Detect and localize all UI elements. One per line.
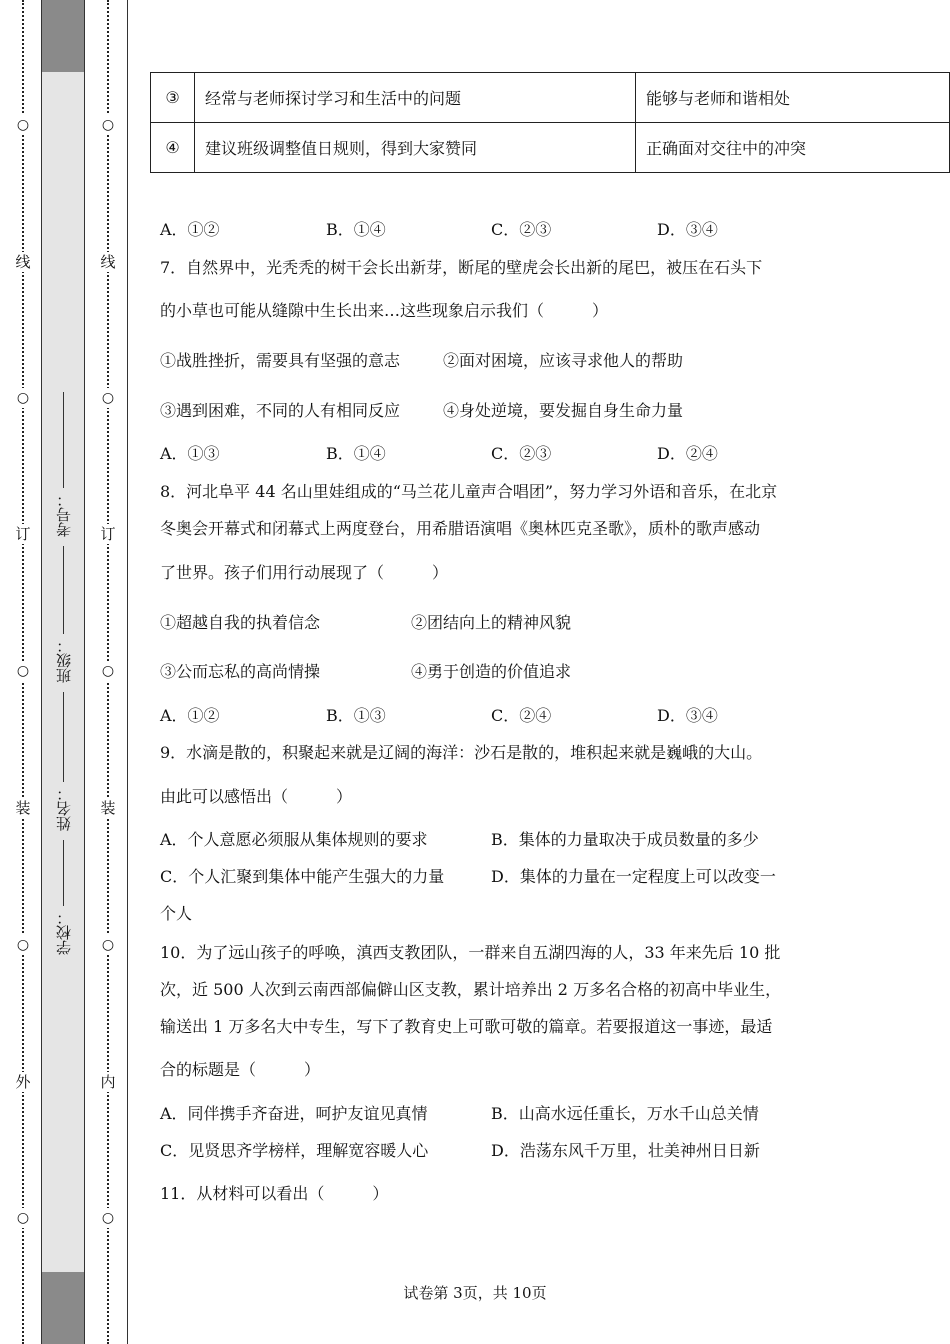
q7-statement-4: ④身处逆境，要发掘自身生命力量 xyxy=(443,401,684,420)
binding-margin xyxy=(0,0,130,1344)
q11-stem: 11．从材料可以看出（ ） xyxy=(160,1184,389,1203)
seal-mark-zhuang: 装 xyxy=(98,798,118,818)
q10-option-a[interactable]: A．同伴携手齐奋进，呵护友谊见真情 xyxy=(160,1104,428,1123)
q6-option-d[interactable]: D．③④ xyxy=(657,220,718,239)
circle-mark: ○ xyxy=(13,935,33,955)
q8-option-a[interactable]: A．①② xyxy=(160,706,220,725)
seal-mark-xian: 线 xyxy=(13,252,33,272)
q10-stem: 次，近 500 人次到云南西部偏僻山区支教，累计培养出 2 万多名合格的初高中毕业生， xyxy=(160,980,782,999)
circle-mark: ○ xyxy=(98,661,118,681)
q8-stem: 了世界。孩子们用行动展现了（ ） xyxy=(160,563,449,582)
q6-option-c[interactable]: C．②③ xyxy=(491,220,552,239)
student-info-strip xyxy=(41,0,85,1344)
circle-mark: ○ xyxy=(13,1208,33,1228)
school-field[interactable]: 学校： xyxy=(55,910,73,955)
circle-mark: ○ xyxy=(98,935,118,955)
circle-mark: ○ xyxy=(98,388,118,408)
q7-option-a[interactable]: A．①③ xyxy=(160,444,220,463)
circle-mark: ○ xyxy=(98,115,118,135)
q8-statement-2: ②团结向上的精神风貌 xyxy=(411,613,572,632)
q9-option-a[interactable]: A．个人意愿必须服从集体规则的要求 xyxy=(160,830,428,849)
q6-option-b[interactable]: B．①④ xyxy=(326,220,386,239)
q8-stem: 冬奥会开幕式和闭幕式上两度登台，用希腊语演唱《奥林匹克圣歌》，质朴的歌声感动 xyxy=(160,519,761,538)
q10-option-d[interactable]: D．浩荡东风千万里，壮美神州日日新 xyxy=(491,1141,760,1160)
q8-statement-3: ③公而忘私的高尚情操 xyxy=(160,662,321,681)
circle-mark: ○ xyxy=(13,388,33,408)
q7-option-b[interactable]: B．①④ xyxy=(326,444,386,463)
q7-stem: 的小草也可能从缝隙中生长出来…这些现象启示我们（ ） xyxy=(160,301,609,320)
circle-mark: ○ xyxy=(98,1208,118,1228)
q6-table xyxy=(150,72,950,173)
q8-option-d[interactable]: D．③④ xyxy=(657,706,718,725)
q7-option-c[interactable]: C．②③ xyxy=(491,444,552,463)
class-field[interactable]: 班级： xyxy=(55,638,73,683)
q9-option-d-cont: 个人 xyxy=(160,904,193,923)
q9-option-b[interactable]: B．集体的力量取决于成员数量的多少 xyxy=(491,830,759,849)
outer-seal-line xyxy=(13,0,33,1344)
inner-seal-line xyxy=(98,0,118,1344)
q9-option-c[interactable]: C．个人汇聚到集体中能产生强大的力量 xyxy=(160,867,445,886)
q10-option-b[interactable]: B．山高水远任重长，万水千山总关情 xyxy=(491,1104,759,1123)
q9-stem: 由此可以感悟出（ ） xyxy=(160,787,353,806)
page-footer: 试卷第 3页，共 10页 xyxy=(403,1284,547,1302)
q8-option-b[interactable]: B．①③ xyxy=(326,706,386,725)
q8-stem: 8．河北阜平 44 名山里娃组成的“马兰花儿童声合唱团”，努力学习外语和音乐，在北京 xyxy=(160,482,778,501)
seal-mark-ding: 订 xyxy=(13,524,33,544)
seal-mark-wai: 外 xyxy=(13,1072,33,1092)
q10-stem: 输送出 1 万多名大中专生，写下了教育史上可歌可敬的篇章。若要报道这一事迹，最适 xyxy=(160,1017,773,1036)
q9-option-d[interactable]: D．集体的力量在一定程度上可以改变一 xyxy=(491,867,776,886)
exam-number-field[interactable]: 考号： xyxy=(55,492,73,537)
strip-dark-top xyxy=(42,0,84,72)
table-row: ④ 建议班级调整值日规则，得到大家赞同 正确面对交往中的冲突 xyxy=(151,123,950,173)
q7-statement-1: ①战胜挫折，需要具有坚强的意志 xyxy=(160,351,401,370)
q10-option-c[interactable]: C．见贤思齐学榜样，理解宽容暖人心 xyxy=(160,1141,429,1160)
q7-statement-2: ②面对困境，应该寻求他人的帮助 xyxy=(443,351,684,370)
seal-mark-zhuang: 装 xyxy=(13,798,33,818)
q8-statement-1: ①超越自我的执着信念 xyxy=(160,613,321,632)
q7-option-d[interactable]: D．②④ xyxy=(657,444,718,463)
table-row: ③ 经常与老师探讨学习和生活中的问题 能够与老师和谐相处 xyxy=(151,73,950,123)
q6-option-a[interactable]: A．①② xyxy=(160,220,220,239)
q9-stem: 9．水滴是散的，积聚起来就是辽阔的海洋：沙石是散的，堆积起来就是巍峨的大山。 xyxy=(160,743,763,762)
circle-mark: ○ xyxy=(13,115,33,135)
q8-option-c[interactable]: C．②④ xyxy=(491,706,552,725)
circle-mark: ○ xyxy=(13,661,33,681)
q7-statement-3: ③遇到困难，不同的人有相同反应 xyxy=(160,401,401,420)
q10-stem: 10．为了远山孩子的呼唤，滇西支教团队，一群来自五湖四海的人，33 年来先后 10 批 xyxy=(160,943,781,962)
seal-mark-ding: 订 xyxy=(98,524,118,544)
name-field[interactable]: 姓名： xyxy=(55,786,73,831)
margin-border xyxy=(127,0,128,1344)
seal-mark-nei: 内 xyxy=(98,1072,118,1092)
seal-mark-xian: 线 xyxy=(98,252,118,272)
q7-stem: 7．自然界中，光秃秃的树干会长出新芽，断尾的壁虎会长出新的尾巴，被压在石头下 xyxy=(160,258,763,277)
q10-stem: 合的标题是（ ） xyxy=(160,1060,321,1079)
q8-statement-4: ④勇于创造的价值追求 xyxy=(411,662,572,681)
